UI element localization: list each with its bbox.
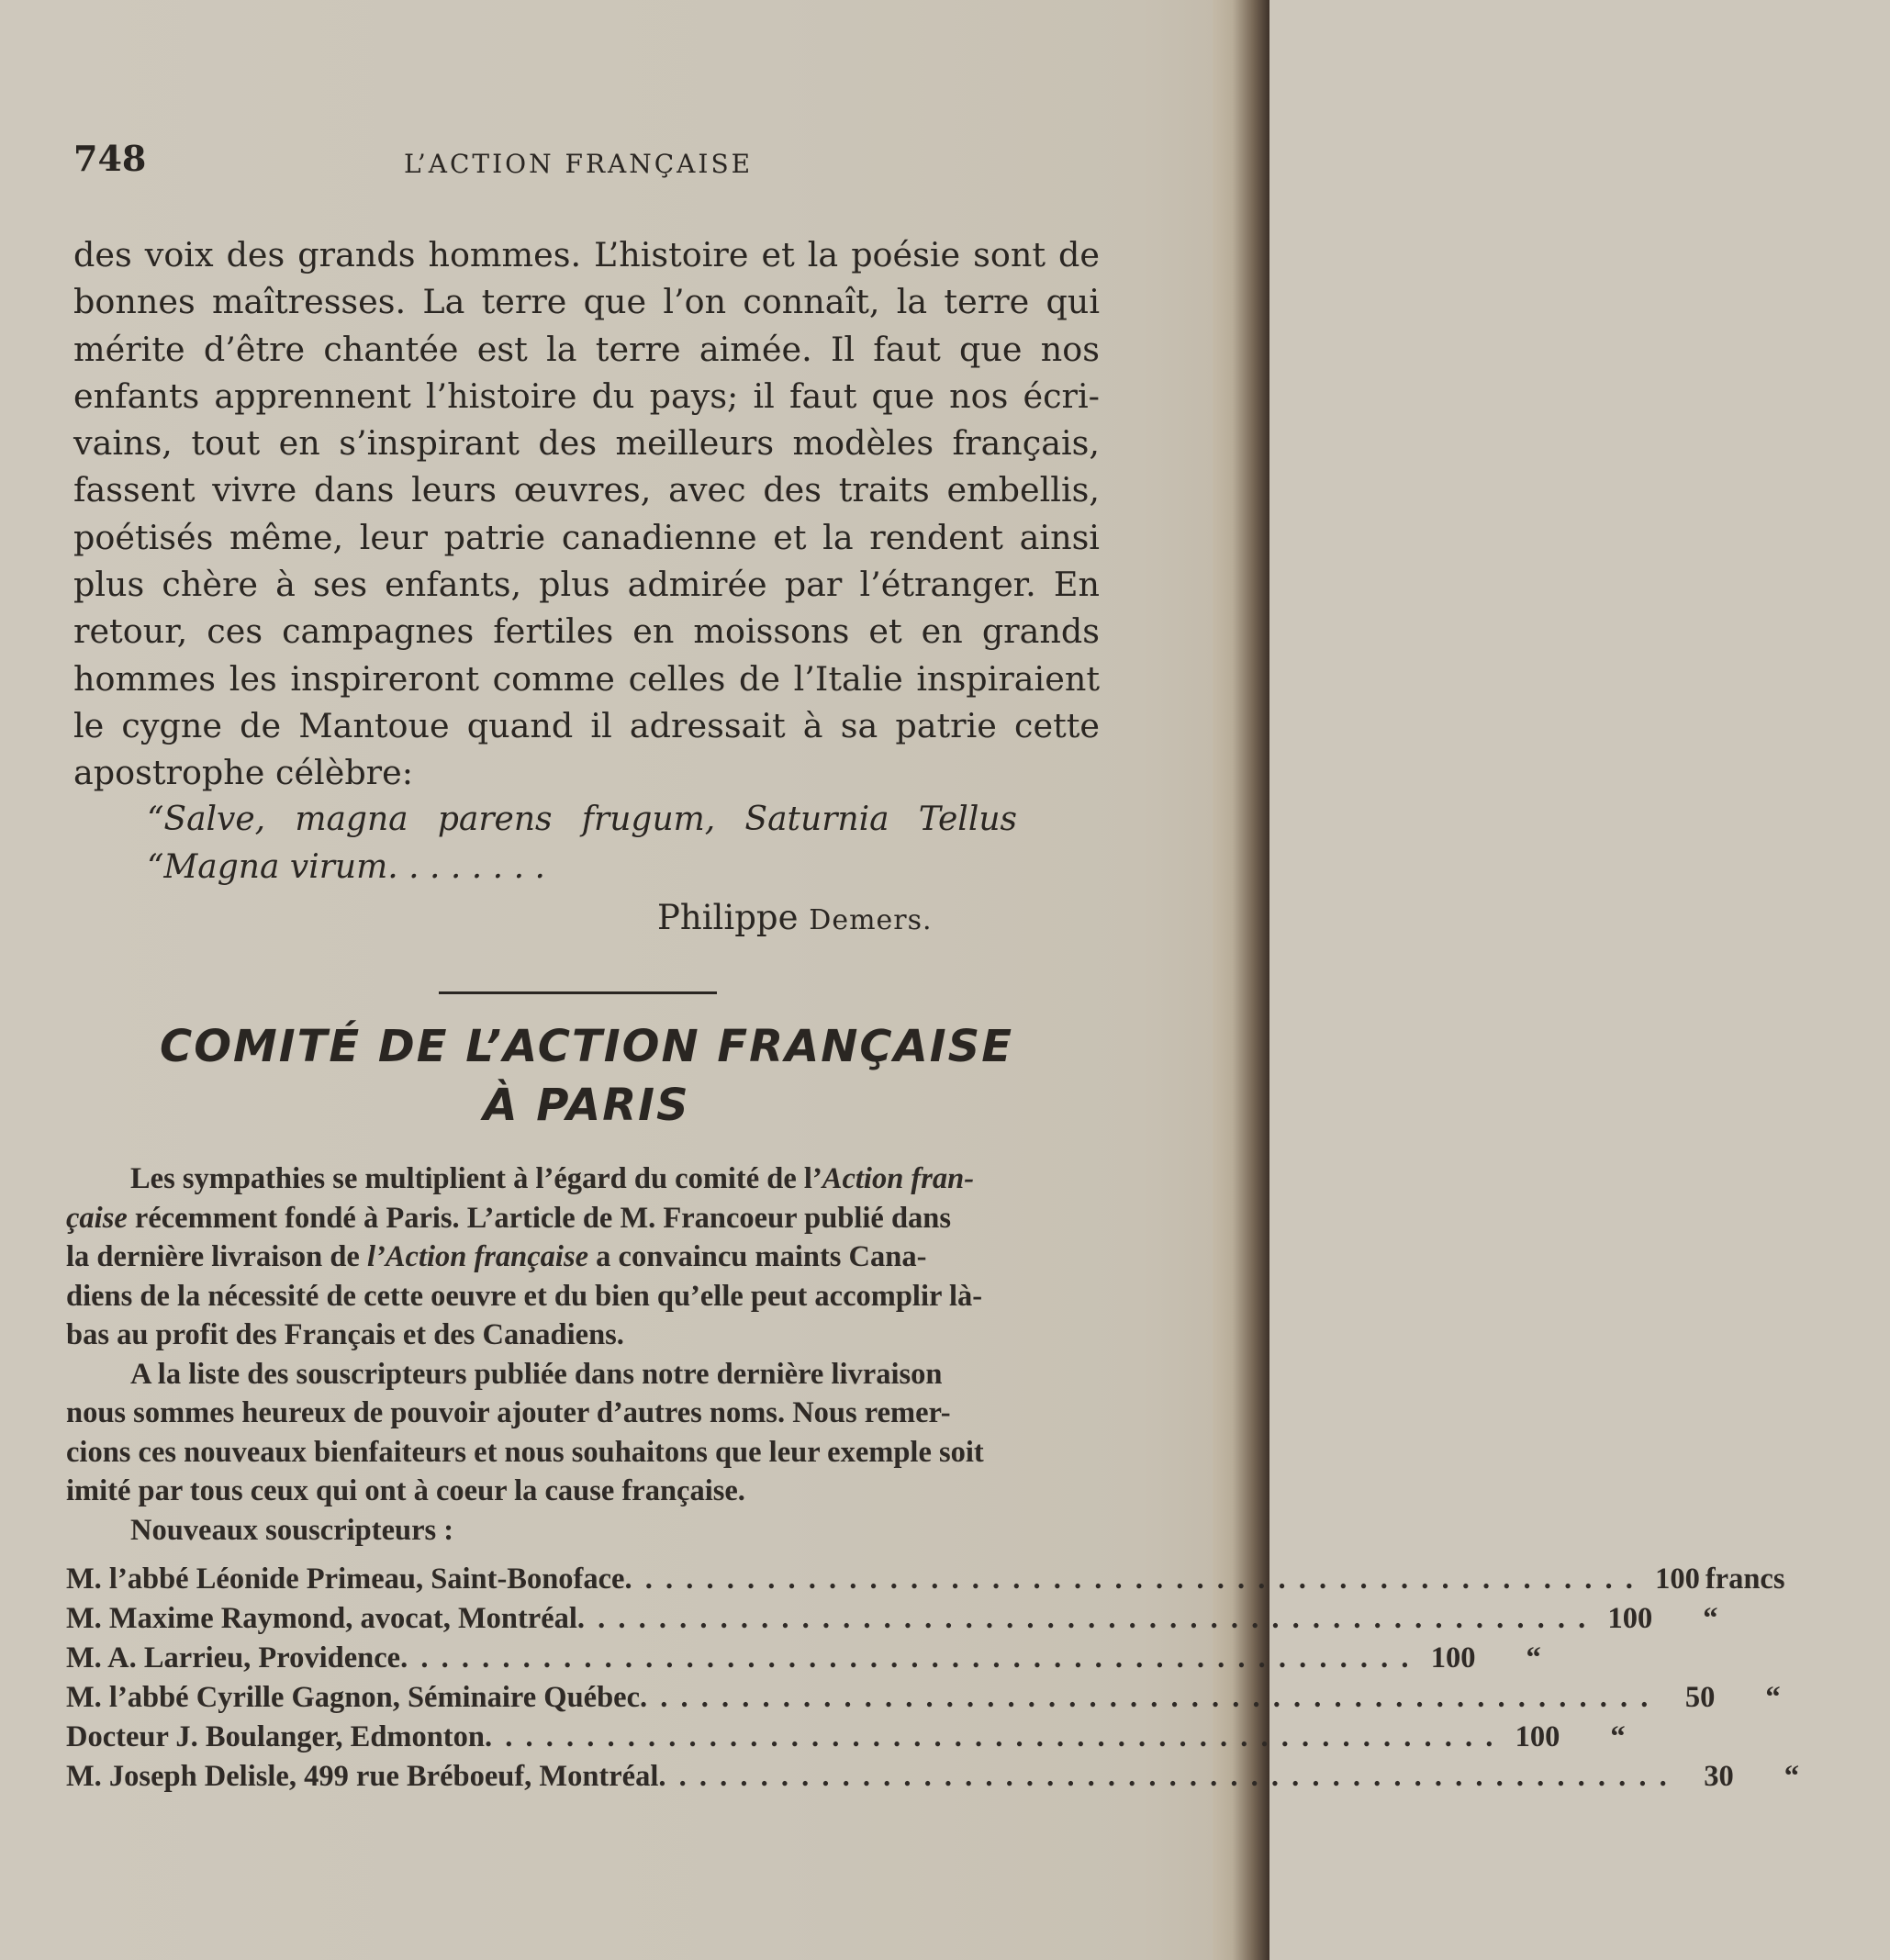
subscriber-list [66,1560,1800,1797]
subscriber-name: M. l’abbé Léonide Primeau, Saint-Bonoface [66,1562,625,1596]
latin-quote-line-2: “Magna virum. . . . . . . . [147,848,545,886]
subscriber-amount: 100 [1430,1641,1476,1674]
subscriber-name: M. Maxime Raymond, avocat, Montréal [66,1602,577,1635]
subscriber-row [66,1599,1718,1639]
author-first-name: Philippe [657,898,810,937]
section-title [73,1017,1100,1135]
author-last-name: Demers. [809,904,933,936]
running-title: L’ACTION FRANÇAISE [404,149,754,179]
paragraph-line: A la liste des souscripteurs publiée dans notre dernière livraison [130,1357,943,1391]
subscriber-row [66,1678,1781,1718]
paragraph-line [66,1199,1100,1238]
essay-line: hommes les inspireront comme celles de l’Italie inspiraient [73,658,1100,699]
paragraph-line: bas au profit des Français et des Canadiens. [66,1318,624,1351]
paragraph-line: imité par tous ceux qui ont à coeur la cause française. [66,1474,745,1507]
essay-line: le cygne de Mantoue quand il adressait à sa patrie cette [73,705,1100,745]
subscriber-unit: “ [1703,1602,1718,1635]
subscriber-unit: “ [1784,1760,1800,1793]
page-header [73,138,1111,193]
paragraph-line: nous sommes heureux de pouvoir ajouter d’autres noms. Nous remer- [66,1396,951,1429]
subscriber-amount: 100 [1607,1602,1653,1635]
page-number: 748 [73,138,147,179]
subscriber-unit: francs [1705,1562,1785,1596]
paragraph-line: cions ces nouveaux bienfaiteurs et nous souhaitons que leur exemple soit [66,1435,984,1469]
section-divider [439,991,717,994]
subscriber-row [66,1718,1626,1757]
paragraph-line [66,1238,1100,1277]
subscriber-name: M. Joseph Delisle, 499 rue Bréboeuf, Montréal [66,1760,659,1793]
essay-line: plus chère à ses enfants, plus admirée par l’étranger. En [73,565,1100,605]
latin-quote-line-1: “Salve, magna parens frugum, Saturnia Tellus [147,801,1017,838]
announcement-text [66,1159,1100,1550]
essay-line: mérite d’être chantée est la terre aimée. Il faut que nos [73,329,1100,369]
leader-dots: . . . . . . . . . . . . . . . . . . . . . . . . . . . . . . . . . . . . . . . . . . . . . . . . . . [576,1602,1589,1635]
essay-line: retour, ces campagnes fertiles en moissons et en grands [73,611,1100,652]
leader-dots: . . . . . . . . . . . . . . . . . . . . . . . . . . . . . . . . . . . . . . . . . . . . . . . . . . [624,1562,1636,1596]
essay-line: enfants apprennent l’histoire du pays; il faut que nos écri- [73,375,1100,416]
leader-dots: . . . . . . . . . . . . . . . . . . . . . . . . . . . . . . . . . . . . . . . . . . . . . . . . . . [400,1641,1412,1674]
essay-line: fassent vivre dans leurs œuvres, avec des traits embellis, [73,470,1100,510]
essay-line: des voix des grands hommes. L’histoire et la poésie sont de [73,235,1100,274]
subscriber-row [66,1560,1785,1599]
section-title-line-2: À PARIS [483,1080,690,1131]
text-run: la dernière livraison de [66,1240,367,1273]
essay-text [73,231,1100,797]
subscriber-name: M. l’abbé Cyrille Gagnon, Séminaire Québec [66,1681,640,1714]
subscriber-amount: 100 [1655,1562,1700,1596]
subscriber-amount: 50 [1684,1681,1716,1714]
subscriber-name: Docteur J. Boulanger, Edmonton [66,1720,485,1753]
text-run: Les sympathies se multiplient à l’égard du comité de l’ [130,1162,822,1195]
essay-line: poétisés même, leur patrie canadienne et la rendent ainsi [73,517,1100,557]
text-run: a convaincu maints Cana- [588,1240,927,1273]
subscriber-row [66,1639,1541,1678]
essay-line: apostrophe célèbre: [73,753,414,793]
section-title-line-1: COMITÉ DE L’ACTION FRANÇAISE [160,1021,1013,1072]
text-run-italic: çaise [66,1201,128,1235]
text-run: récemment fondé à Paris. L’article de M. Francoeur publié dans [127,1201,952,1235]
subscriber-unit: “ [1526,1641,1541,1674]
paragraph-line: diens de la nécessité de cette oeuvre et du bien qu’elle peut accomplir là- [66,1279,983,1313]
leader-dots: . . . . . . . . . . . . . . . . . . . . . . . . . . . . . . . . . . . . . . . . . . . . . . . . . . [640,1681,1651,1714]
subscriber-amount: 30 [1704,1760,1734,1793]
subscriber-name: M. A. Larrieu, Providence [66,1641,401,1674]
subscriber-unit: “ [1765,1681,1781,1714]
text-run-italic: Action fran- [822,1162,975,1195]
subscriber-amount: 100 [1515,1720,1560,1753]
paragraph-line [66,1159,1100,1199]
subscribers-heading: Nouveaux souscripteurs : [130,1513,454,1547]
essay-line: bonnes maîtresses. La terre que l’on connaît, la terre qui [73,282,1100,322]
subscriber-unit: “ [1610,1720,1626,1753]
leader-dots: . . . . . . . . . . . . . . . . . . . . . . . . . . . . . . . . . . . . . . . . . . . . . . . . . . [658,1760,1670,1793]
author-signature [657,898,933,937]
leader-dots: . . . . . . . . . . . . . . . . . . . . . . . . . . . . . . . . . . . . . . . . . . . . . . . . . . [484,1720,1496,1753]
text-run-italic: l’Action française [366,1240,589,1273]
essay-line: vains, tout en s’inspirant des meilleurs modèles français, [73,423,1100,464]
subscriber-row [66,1757,1800,1797]
